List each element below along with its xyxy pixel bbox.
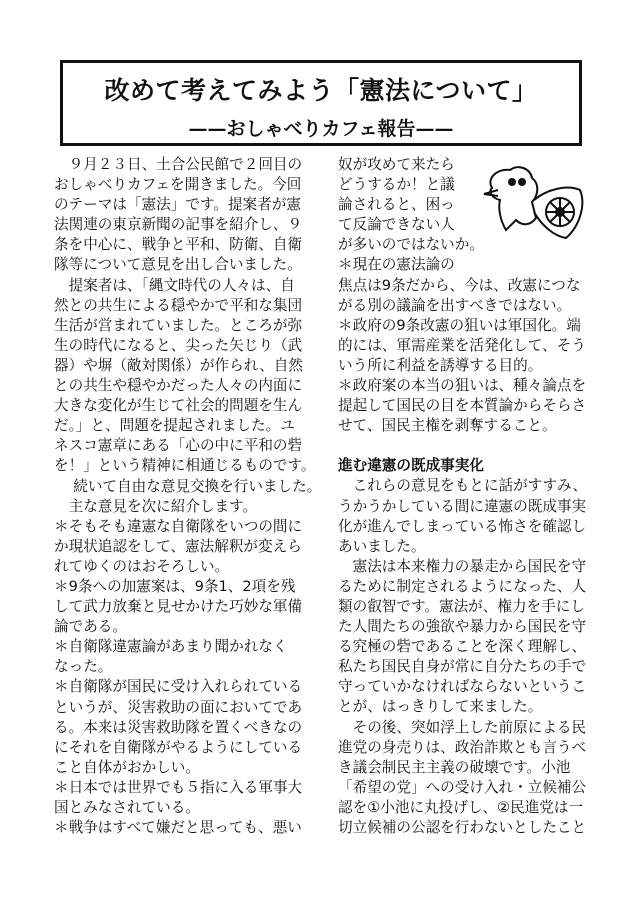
text-line: る究極の砦であることを深く理解し、 bbox=[338, 638, 587, 656]
text-line: との共生や穏やかだった人々の内面に bbox=[54, 377, 303, 395]
text-line: 提起して国民の目を本質論からそらさ bbox=[338, 397, 587, 415]
text-line: 「希望の党」への受け入れ・立候補公 bbox=[338, 778, 587, 796]
text-line: こと自体がおかしい。 bbox=[54, 758, 200, 776]
text-line: て反論できない人 bbox=[338, 216, 455, 234]
text-line: 生の時代になると、尖った矢じり（武 bbox=[54, 336, 303, 354]
text-line: 隊等について意見を出し合いました。 bbox=[54, 256, 302, 274]
text-line: ＊戦争はすべて嫌だと思っても、悪い bbox=[54, 819, 302, 837]
text-line: か現状追認をして、憲法解釈が変えら bbox=[54, 537, 302, 555]
text-line: 大きな変化が生じて社会的問題を生ん bbox=[54, 397, 303, 415]
text-line: 進党の身売りは、政治詐欺とも言うべ bbox=[338, 738, 587, 756]
text-line: ＊現在の憲法論の bbox=[338, 256, 455, 274]
text-line: ＊政府案の本当の狙いは、種々論点を bbox=[338, 377, 587, 395]
text-line: おしゃべりカフェを開きました。今回 bbox=[54, 176, 302, 194]
text-line: 法関連の東京新聞の記事を紹介し、９ bbox=[54, 216, 303, 234]
section-heading: 進む違憲の既成事実化 bbox=[338, 457, 484, 475]
text-line: た人間たちの強欲や暴力から国民を守 bbox=[338, 618, 587, 636]
text-line: どうするか！と議 bbox=[338, 176, 455, 194]
text-line: あいました。 bbox=[338, 537, 426, 555]
text-line: ネスコ憲章にある「心の中に平和の砦 bbox=[54, 437, 303, 455]
text-line: なった。 bbox=[54, 658, 113, 676]
text-line: その後、突如浮上した前原による民 bbox=[338, 718, 587, 736]
text-line: が多いのではないか。 bbox=[338, 236, 484, 254]
text-line: 焦点は9条だから、今は、改憲につな bbox=[338, 276, 581, 294]
text-line: 論されると、困っ bbox=[338, 196, 455, 214]
text-line: 器）や塀（敵対関係）が作られ、自然 bbox=[54, 356, 303, 374]
text-line: 条を中心に、戦争と平和、防衛、自衛 bbox=[54, 236, 303, 254]
text-line: のテーマは「憲法」です。提案者が憲 bbox=[54, 196, 301, 214]
text-line: 奴が攻めて来たら bbox=[338, 156, 455, 173]
text-line: 類の叡智です。憲法が、権力を手にし bbox=[338, 597, 585, 615]
text-line: というが、災害救助の面においてであ bbox=[54, 698, 303, 716]
text-line: 論である。 bbox=[54, 618, 127, 636]
text-line: ＊自衛隊違憲論があまり聞かれなく bbox=[54, 638, 288, 656]
text-line: 憲法は本来権力の暴走から国民を守 bbox=[338, 557, 587, 575]
text-line: 続いて自由な意見交換を行いました。 bbox=[54, 477, 322, 495]
text-line: ９月２３日、土合公民館で２回目の bbox=[54, 156, 303, 173]
left-column bbox=[54, 155, 326, 838]
text-line: せて、国民主権を剥奪すること。 bbox=[338, 417, 557, 435]
text-line: がる別の議論を出すべきではない。 bbox=[338, 296, 572, 314]
page-title: 改めて考えてみよう「憲法について」 bbox=[104, 76, 538, 105]
text-line: うかうかしている間に違憲の既成事実 bbox=[338, 497, 587, 515]
text-line: 生活が営まれていました。ところが弥 bbox=[54, 316, 303, 334]
text-line: ＊政府の9条改憲の狙いは軍国化。端 bbox=[338, 316, 581, 334]
title-box bbox=[60, 60, 582, 146]
page-subtitle: ——おしゃべりカフェ報告—— bbox=[188, 118, 454, 140]
text-line: 切立候補の公認を行わないとしたこと bbox=[338, 819, 587, 836]
text-line: るために制定されるようになった、人 bbox=[338, 577, 587, 595]
text-line: ＊自衛隊が国民に受け入れられている bbox=[54, 678, 303, 696]
text-line: る。本来は災害救助隊を置くべきなの bbox=[54, 718, 303, 736]
text-line: 然との共生による穏やかで平和な集団 bbox=[54, 296, 303, 314]
text-line: ＊9条への加憲案は、9条1、2項を残 bbox=[54, 577, 296, 595]
text-line: いう所に利益を誘導する目的。 bbox=[338, 356, 543, 374]
text-line: れてゆくのはおそろしい。 bbox=[54, 557, 230, 575]
text-line: 認を①小池に丸投げし、②民進党は一 bbox=[338, 798, 584, 816]
text-line: して武力放棄と見せかけた巧妙な軍備 bbox=[54, 598, 303, 616]
text-line: 的には、軍需産業を活発化して、そう bbox=[338, 336, 586, 354]
text-line: 私たち国民自身が常に自分たちの手で bbox=[338, 658, 587, 676]
text-line: ＊日本では世界でも５指に入る軍事大 bbox=[54, 778, 303, 796]
text-line: 提案者は、「縄文時代の人々は、自 bbox=[54, 276, 295, 294]
text-line: を！」という精神に相通じるものです。 bbox=[54, 457, 316, 475]
text-line: これらの意見をもとに話がすすみ、 bbox=[338, 477, 588, 495]
mascot-illustration bbox=[476, 160, 594, 258]
text-line: 国とみなされている。 bbox=[54, 799, 200, 816]
text-line: 主な意見を次に紹介します。 bbox=[54, 497, 258, 515]
text-line: き議会制民主主義の破壊です。小池 bbox=[338, 758, 571, 776]
text-line: にそれを自衛隊がやるようにしている bbox=[54, 738, 303, 756]
text-line: ＊そもそも違憲な自衛隊をいつの間に bbox=[54, 517, 303, 535]
text-line: 守っていかなければならないというこ bbox=[338, 678, 587, 696]
text-line: とが、はっきりして来ました。 bbox=[338, 698, 543, 716]
text-line: 化が進んでしまっている怖さを確認し bbox=[338, 517, 587, 535]
text-line: だ。」と、問題を提起されました。ユ bbox=[54, 417, 295, 435]
